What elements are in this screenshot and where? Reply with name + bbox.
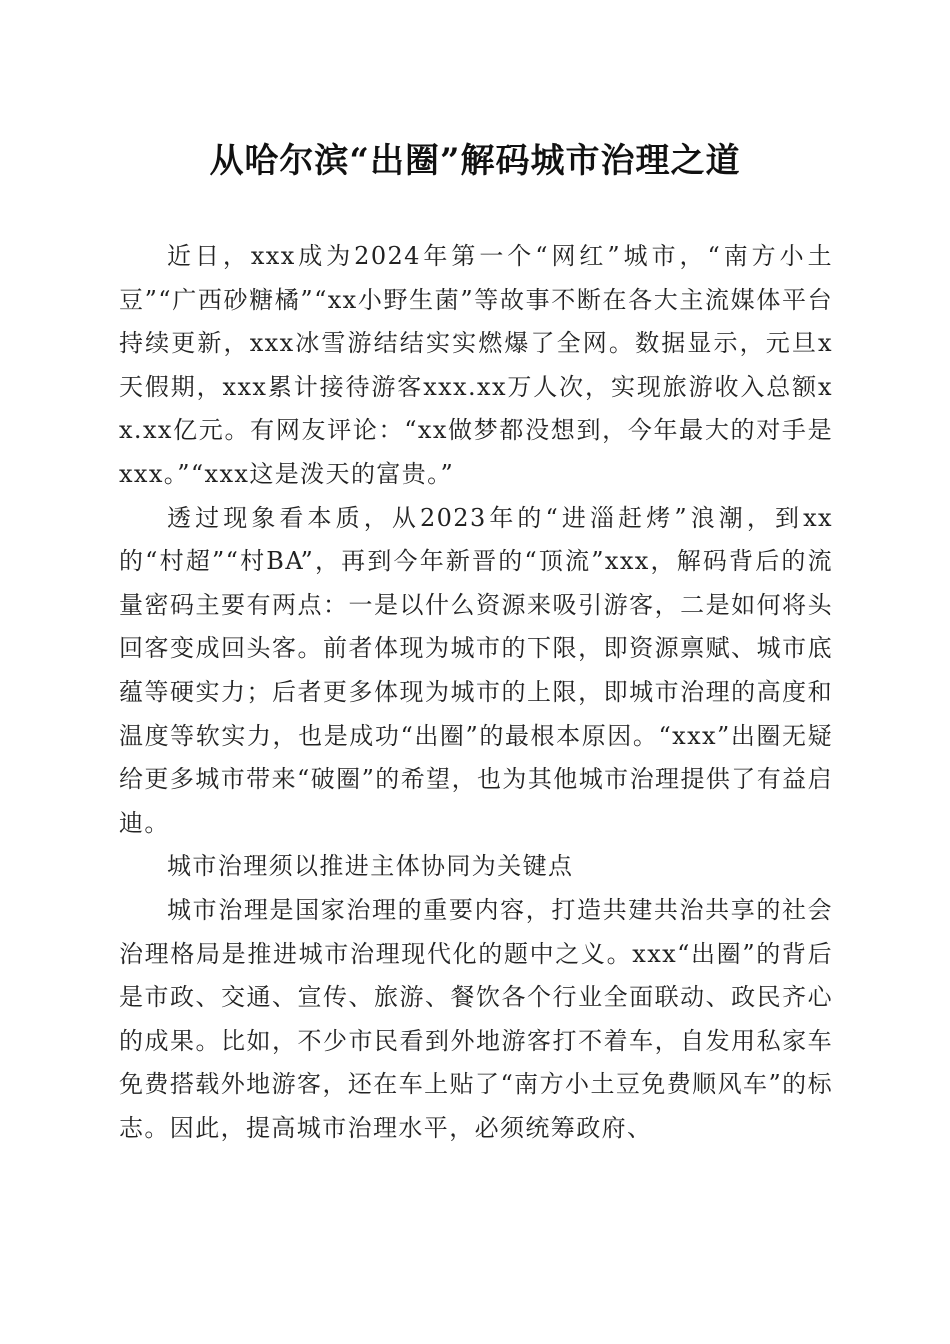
paragraph-governance: 城市治理是国家治理的重要内容，打造共建共治共享的社会治理格局是推进城市治理现代化的题中之义。xxx“出圈”的背后是市政、交通、宣传、旅游、餐饮各个行业全面联动、政民齐心的成果。比如，不少市民看到外地游客打不着车，自发用私家车免费搭载外地游客，还在车上贴了“南方小土豆免费顺风车”的标志。因此，提高城市治理水平，必须统筹政府、 — [119, 895, 833, 1142]
section-heading: 城市治理须以推进主体协同为关键点 — [167, 852, 574, 881]
paragraph-intro: 近日，xxx成为2024年第一个“网红”城市，“南方小土豆”“广西砂糖橘”“xx小野生菌”等故事不断在各大主流媒体平台持续更新，xxx冰雪游结结实实燃爆了全网。数据显示，元旦x天假期，xxx累计接待游客xxx.xx万人次，实现旅游收入总额xx.xx亿元。有网友评论：“xx做梦都没想到，今年最大的对手是xxx。”“xxx这是泼天的富贵。” — [119, 242, 833, 488]
document-title: 从哈尔滨“出圈”解码城市治理之道 — [209, 141, 741, 181]
document-body — [119, 235, 833, 1150]
paragraph-analysis: 透过现象看本质，从2023年的“进淄赶烤”浪潮，到xx的“村超”“村BA”，再到今年新晋的“顶流”xxx，解码背后的流量密码主要有两点：一是以什么资源来吸引游客，二是如何将头回客变成回头客。前者体现为城市的下限，即资源禀赋、城市底蕴等硬实力；后者更多体现为城市的上限，即城市治理的高度和温度等软实力，也是成功“出圈”的最根本原因。“xxx”出圈无疑给更多城市带来“破圈”的希望，也为其他城市治理提供了有益启迪。 — [119, 503, 833, 837]
